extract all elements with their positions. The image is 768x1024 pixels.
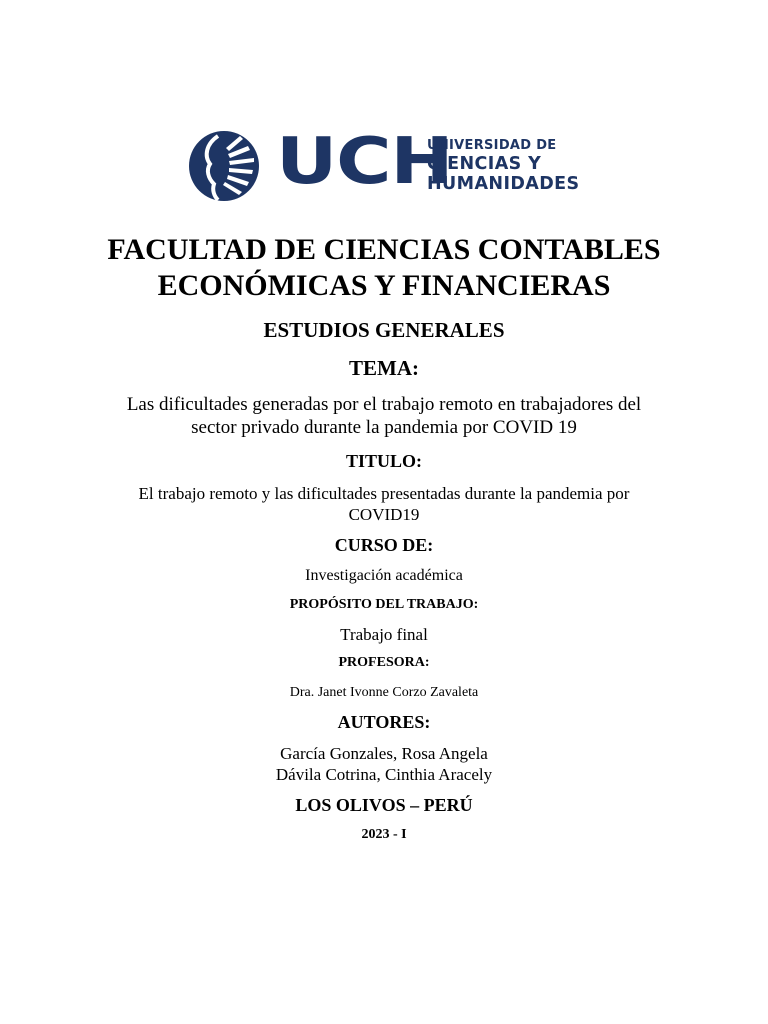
- logo-abbreviation: UCH: [276, 125, 453, 199]
- faculty-title-line2: ECONÓMICAS Y FINANCIERAS: [157, 269, 611, 302]
- autor-1: García Gonzales, Rosa Angela: [280, 744, 488, 763]
- titulo-text-line2: COVID19: [348, 505, 420, 524]
- tema-label: TEMA:: [349, 356, 419, 380]
- autores-label: AUTORES:: [337, 712, 431, 732]
- autor-2: Dávila Cotrina, Cinthia Aracely: [275, 765, 493, 784]
- faculty-title-line1: FACULTAD DE CIENCIAS CONTABLES: [107, 233, 661, 266]
- proposito-value: Trabajo final: [340, 625, 428, 644]
- curso-value: Investigación académica: [305, 567, 463, 584]
- tema-text-line1: Las dificultades generadas por el trabajo remoto en trabajadores del: [126, 394, 642, 415]
- profesora-value: Dra. Janet Ivonne Corzo Zavaleta: [289, 685, 479, 700]
- place: LOS OLIVOS – PERÚ: [295, 795, 473, 815]
- proposito-label: PROPÓSITO DEL TRABAJO:: [289, 597, 479, 612]
- logo-name-line1: UNIVERSIDAD DE: [427, 138, 557, 153]
- profesora-label: PROFESORA:: [338, 655, 430, 670]
- curso-label: CURSO DE:: [334, 535, 434, 555]
- university-logo: [188, 125, 588, 202]
- logo-name-line3: HUMANIDADES: [427, 174, 580, 194]
- titulo-text-line1: El trabajo remoto y las dificultades presentadas durante la pandemia por: [138, 484, 630, 503]
- logo-university-name: [427, 138, 580, 194]
- titulo-label: TITULO:: [345, 451, 423, 471]
- tema-text-line2: sector privado durante la pandemia por COVID 19: [191, 417, 577, 438]
- period: 2023 - I: [361, 827, 407, 842]
- area-heading: ESTUDIOS GENERALES: [263, 318, 505, 342]
- logo-name-line2: CIENCIAS Y: [427, 154, 542, 174]
- uch-emblem-icon: [188, 130, 260, 202]
